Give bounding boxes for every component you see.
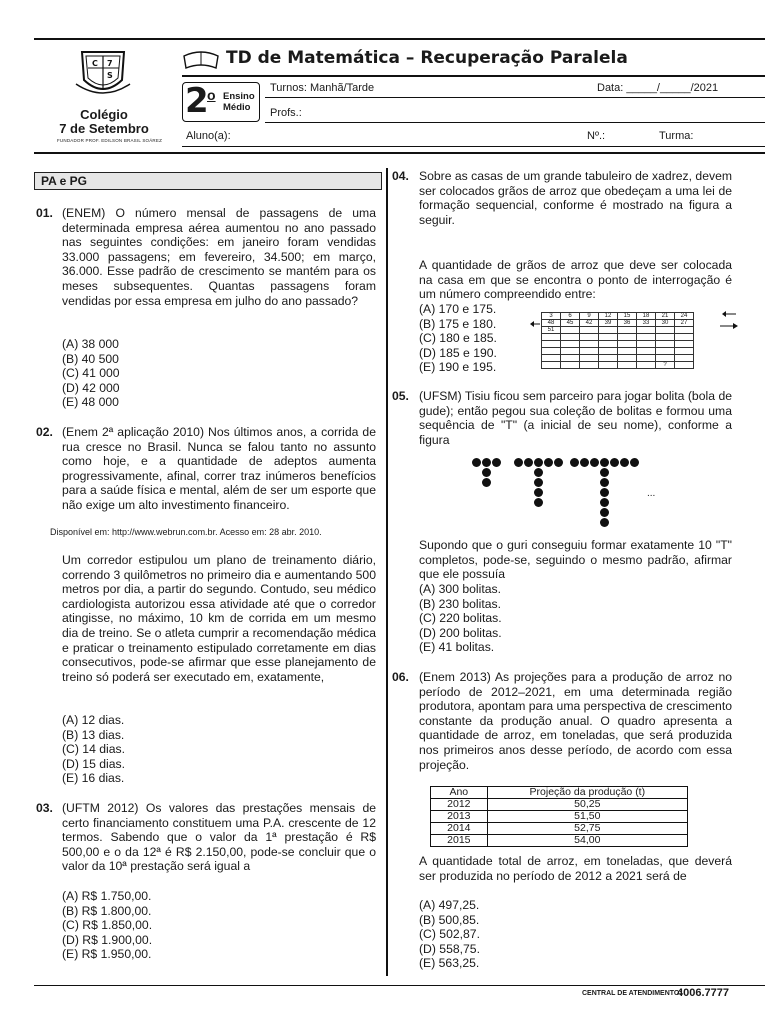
- grade-ordinal: o: [207, 87, 216, 103]
- table-header-production: Projeção da produção (t): [487, 787, 687, 799]
- question-01-options: [62, 337, 120, 410]
- question-02-text: (Enem 2ª aplicação 2010) Nos últimos anos, a corrida de rua cresce no Brasil. Nunca se falou tanto no assunto como hoje, e a quantidade de adeptos aumenta progressivamente, afinal, correr traz inúmeros benefícios para a saúde física e mental, além de ser um esporte que não exige um alto investimento financeiro.: [62, 425, 376, 512]
- grid-row-2: 48 45 42 39 36 33 30 27: [542, 320, 694, 327]
- crest-letter-c: C: [92, 59, 98, 68]
- marble: [590, 458, 599, 467]
- number-field[interactable]: Nº.:: [587, 130, 606, 142]
- option-a[interactable]: (A) 300 bolitas.: [419, 582, 501, 596]
- option-b[interactable]: (B) R$ 1.800,00.: [62, 903, 152, 918]
- marble: [472, 458, 481, 467]
- table-row: 2014 52,75: [431, 823, 688, 835]
- header-rule-1: [182, 75, 765, 77]
- marble: [534, 468, 543, 477]
- option-c[interactable]: (C) R$ 1.850,00.: [62, 918, 153, 933]
- question-02-source: Disponível em: http://www.webrun.com.br. Acesso em: 28 abr. 2010.: [50, 527, 322, 537]
- marble: [482, 468, 491, 477]
- option-b[interactable]: (B) 175 e 180.: [419, 316, 497, 331]
- section-heading: PA e PG: [34, 172, 382, 190]
- question-05-text: (UFSM) Tisiu ficou sem parceiro para jogar bolita (bola de gude); então pegou sua coleção de bolitas e formou uma sequência de "T" (a inicial de seu nome), conforme a figura: [419, 389, 732, 447]
- question-06-options: [419, 898, 480, 971]
- shift-label: Turnos: Manhã/Tarde: [270, 82, 375, 94]
- marble: [534, 488, 543, 497]
- student-field[interactable]: Aluno(a):: [186, 130, 231, 142]
- question-04-text-2: A quantidade de grãos de arroz que deve ser colocada na casa em que se encontra o ponto de interrogação é um número compreendido entre:: [419, 258, 732, 302]
- header-rule-4: [182, 146, 765, 147]
- table-row: 2015 54,00: [431, 835, 688, 847]
- class-field[interactable]: Turma:: [659, 130, 694, 142]
- grade-badge: [182, 82, 260, 122]
- top-rule: [34, 38, 765, 40]
- option-c[interactable]: (C) 14 dias.: [62, 742, 125, 757]
- grid-left-arrow-icon: [530, 318, 542, 332]
- option-b[interactable]: (B) 40 500: [62, 351, 119, 366]
- marble: [630, 458, 639, 467]
- option-c[interactable]: (C) 180 e 185.: [419, 331, 497, 346]
- option-e[interactable]: (E) 16 dias.: [62, 771, 125, 786]
- page-title: TD de Matemática – Recuperação Paralela: [226, 48, 628, 68]
- marble: [580, 458, 589, 467]
- marble: [600, 488, 609, 497]
- marbles-figure: [472, 458, 682, 532]
- option-a[interactable]: (A) 170 e 175.: [419, 302, 497, 316]
- marble: [600, 508, 609, 517]
- marble: [620, 458, 629, 467]
- option-a[interactable]: (A) 497,25.: [419, 898, 480, 912]
- option-e[interactable]: (E) 48 000: [62, 395, 119, 410]
- marble: [544, 458, 553, 467]
- sequence-ellipsis: ...: [647, 488, 656, 499]
- question-06-number: 06.: [392, 670, 409, 684]
- grid-row-1: 3 6 9 12 15 18 21 24: [542, 313, 694, 320]
- question-06-text-2: A quantidade total de arroz, em toneladas, que deverá ser produzida no período de 2012 a 2021 será de: [419, 854, 732, 883]
- marble: [492, 458, 501, 467]
- teachers-field[interactable]: Profs.:: [270, 107, 302, 119]
- marble: [600, 478, 609, 487]
- question-03-options: [62, 889, 152, 962]
- marble: [570, 458, 579, 467]
- header-bottom-rule: [34, 152, 765, 154]
- option-c[interactable]: (C) 502,87.: [419, 927, 480, 942]
- question-04-options: [419, 302, 497, 375]
- marble: [534, 478, 543, 487]
- option-b[interactable]: (B) 500,85.: [419, 912, 480, 927]
- marble: [600, 518, 609, 527]
- option-a[interactable]: (A) 12 dias.: [62, 713, 125, 727]
- marble: [482, 458, 491, 467]
- question-02-number: 02.: [36, 425, 53, 439]
- table-header-row: [431, 787, 688, 799]
- header-rule-2: [265, 97, 765, 98]
- marble: [600, 498, 609, 507]
- question-04-text: Sobre as casas de um grande tabuleiro de xadrez, devem ser colocados grãos de arroz que obedeçam a uma lei de formação sequencial, conforme é mostrado na figura a seguir.: [419, 169, 732, 227]
- marble: [534, 458, 543, 467]
- grade-level-2: Médio: [223, 102, 251, 113]
- school-name: Colégio 7 de Setembro: [59, 107, 149, 136]
- question-03-text: (UFTM 2012) Os valores das prestações mensais de certo financiamento constituem uma P.A. crescente de 12 termos. Sabendo que o valor da 1ª prestação é R$ 500,00 e o da 12ª é R$ 2.150,00, pode-se concluir que o valor da 10ª prestação será igual a: [62, 801, 376, 874]
- crest-letter-s: S: [107, 71, 113, 80]
- date-field[interactable]: Data: _____/_____/2021: [597, 82, 719, 94]
- school-crest-icon: [74, 46, 132, 100]
- marble: [610, 458, 619, 467]
- footer-phone: 4006.7777: [677, 987, 729, 999]
- option-d[interactable]: (D) 42 000: [62, 380, 120, 395]
- option-a[interactable]: (A) R$ 1.750,00.: [62, 889, 152, 903]
- question-04-number: 04.: [392, 169, 409, 183]
- chessboard-figure: [541, 312, 694, 369]
- option-d[interactable]: (D) R$ 1.900,00.: [62, 932, 153, 947]
- school-logo: [74, 46, 132, 100]
- grid-row-3: 51: [542, 327, 694, 334]
- crest-letter-7: 7: [107, 59, 113, 68]
- table-header-year: Ano: [431, 787, 488, 799]
- option-e[interactable]: (E) 41 bolitas.: [419, 640, 495, 655]
- marble: [534, 498, 543, 507]
- marble: [524, 458, 533, 467]
- question-03-number: 03.: [36, 801, 53, 815]
- table-row: 2012 50,25: [431, 799, 688, 811]
- footer-rule: [34, 985, 765, 986]
- question-02-options: [62, 713, 125, 786]
- option-e[interactable]: (E) 563,25.: [419, 956, 480, 971]
- marble: [600, 458, 609, 467]
- marble: [482, 478, 491, 487]
- column-divider: [386, 168, 388, 976]
- question-05-number: 05.: [392, 389, 409, 403]
- founder-line: FUNDADOR PROF. EDILSON BRASIL SOÁREZ: [56, 138, 163, 143]
- marble: [600, 468, 609, 477]
- grid-arrows-icon: [716, 308, 740, 338]
- question-05-text-2: Supondo que o guri conseguiu formar exatamente 10 "T" completos, pode-se, seguindo o mesmo padrão, afirmar que ele possuía: [419, 538, 732, 582]
- grade-level-1: Ensino: [223, 91, 255, 102]
- option-d[interactable]: (D) 558,75.: [419, 941, 480, 956]
- marble: [554, 458, 563, 467]
- title-icon: [182, 48, 220, 77]
- option-d[interactable]: (D) 200 bolitas.: [419, 625, 502, 640]
- option-c[interactable]: (C) 41 000: [62, 366, 120, 381]
- option-c[interactable]: (C) 220 bolitas.: [419, 611, 502, 626]
- option-e[interactable]: (E) 190 e 195.: [419, 360, 497, 375]
- marble: [514, 458, 523, 467]
- table-row: 2013 51,50: [431, 811, 688, 823]
- question-06-text: (Enem 2013) As projeções para a produção de arroz no período de 2012–2021, em uma determinada região produtora, apontam para uma perspectiva de crescimento constante da produção anual. O quadro apresenta a quantidade de arroz, em toneladas, que será produzida nos primeiros anos desse período, de acordo com essa projeção.: [419, 670, 732, 772]
- option-b[interactable]: (B) 230 bolitas.: [419, 596, 501, 611]
- header-rule-3: [265, 122, 765, 123]
- question-number: 01.: [36, 206, 53, 220]
- production-table: [430, 786, 688, 847]
- grade-number: 2: [185, 81, 209, 121]
- option-b[interactable]: (B) 13 dias.: [62, 727, 125, 742]
- question-05-options: [419, 582, 502, 655]
- question-02-text-2: Um corredor estipulou um plano de treinamento diário, correndo 3 quilômetros no primeiro dia e aumentando 500 metros por dia, a partir do segundo. Contudo, seu médico cardiologista autorizou essa atividade até que o corredor atingisse, no máximo, 10 km de corrida em um mesmo dia de treino. Se o atleta cumprir a recomendação médica e praticar o treinamento estipulado corretamente em dias consecutivos, pode-se afirmar que esse planejamento de treino só poderá ser executado em, exatamente,: [62, 553, 376, 684]
- option-e[interactable]: (E) R$ 1.950,00.: [62, 947, 152, 962]
- option-d[interactable]: (D) 185 e 190.: [419, 345, 497, 360]
- footer-label: CENTRAL DE ATENDIMENTO:: [582, 990, 682, 997]
- option-a[interactable]: (A) 38 000: [62, 337, 119, 351]
- question-01-text: (ENEM) O número mensal de passagens de uma determinada empresa aérea aumentou no ano passado nas seguintes condições: em janeiro foram vendidas 33.000 passagens; em fevereiro, 34.500; em março, 36.000. Esse padrão de crescimento se mantém para os meses subsequentes. Quantas passagens foram vendidas por essa empresa em julho do ano passado?: [62, 206, 376, 308]
- option-d[interactable]: (D) 15 dias.: [62, 756, 125, 771]
- grid-question-mark: ?: [656, 362, 675, 369]
